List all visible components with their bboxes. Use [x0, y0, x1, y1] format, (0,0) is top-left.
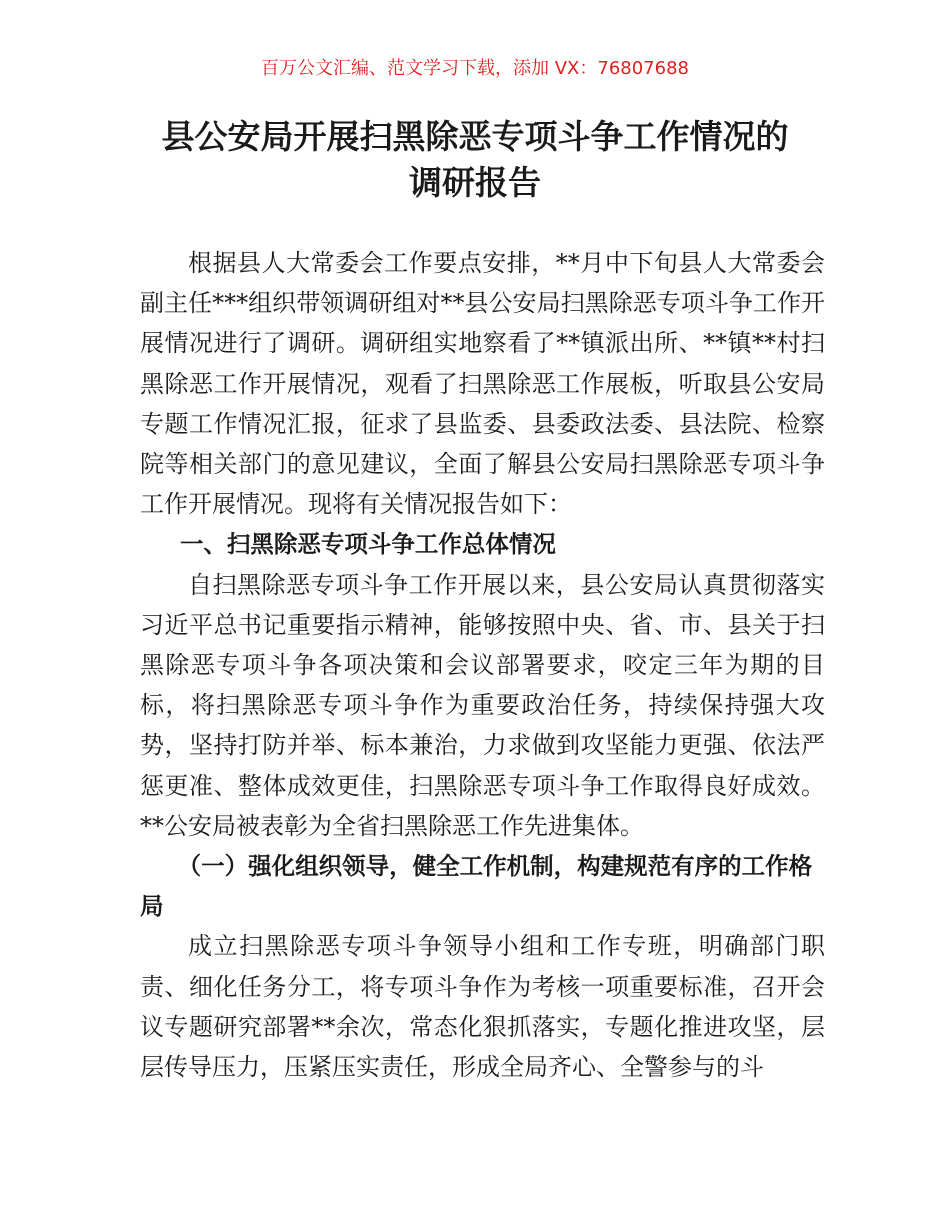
title-line-2: 调研报告: [409, 163, 541, 202]
overall-paragraph: 自扫黑除恶专项斗争工作开展以来，县公安局认真贯彻落实习近平总书记重要指示精神，能够按照中央、省、市、县关于扫黑除恶专项斗争各项决策和会议部署要求，咬定三年为期的目标，将扫黑除恶专项斗争作为重要政治任务，持续保持强大攻势，坚持打防并举、标本兼治，力求做到攻坚能力更强、依法严惩更准、整体成效更佳，扫黑除恶专项斗争工作取得良好成效。**公安局被表彰为全省扫黑除恶工作先进集体。: [140, 570, 825, 840]
document-title: [140, 114, 810, 206]
organization-paragraph: 成立扫黑除恶专项斗争领导小组和工作专班，明确部门职责、细化任务分工，将专项斗争作为考核一项重要标准，召开会议专题研究部署**余次，常态化狠抓落实，专题化推进攻坚，层层传导压力，压紧压实责任，形成全局齐心、全警参与的斗: [140, 932, 825, 1082]
document-body: [140, 243, 825, 1087]
title-line-1: 县公安局开展扫黑除恶专项斗争工作情况的: [161, 117, 789, 156]
intro-paragraph: 根据县人大常委会工作要点安排，**月中下旬县人大常委会副主任***组织带领调研组对**县公安局扫黑除恶专项斗争工作开展情况进行了调研。调研组实地察看了**镇派出所、**镇**村扫黑除恶工作开展情况，观看了扫黑除恶工作展板，听取县公安局专题工作情况汇报，征求了县监委、县委政法委、县法院、检察院等相关部门的意见建议，全面了解县公安局扫黑除恶专项斗争工作开展情况。现将有关情况报告如下：: [140, 249, 825, 519]
section-heading-overall: 一、扫黑除恶专项斗争工作总体情况: [179, 530, 556, 559]
subsection-heading-organization: （一）强化组织领导，健全工作机制，构建规范有序的工作格局: [140, 852, 813, 921]
watermark-header-note: 百万公文汇编、范文学习下载，添加 VX：76807688: [261, 58, 689, 79]
